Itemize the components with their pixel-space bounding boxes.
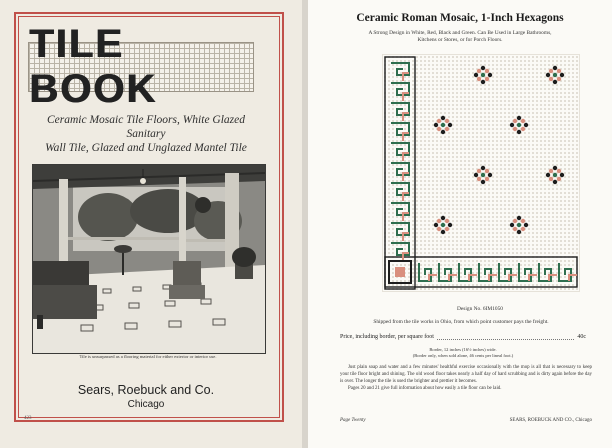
flower-petal — [524, 223, 528, 227]
design-number: Design No. 6IM1050 — [457, 306, 503, 312]
page-number: Page Twenty — [340, 418, 366, 423]
border-note-line-1: Border, 12 inches (16½ inches) wide. — [429, 347, 497, 352]
flower-petal-red — [521, 127, 525, 131]
flower-petal-red — [437, 219, 441, 223]
design-subtitle-line-2: Kitchens or Stores, or for Porch Floors. — [417, 37, 503, 43]
border-band-bottom-outline — [385, 257, 577, 287]
flower-petal — [546, 173, 550, 177]
flower-center — [553, 173, 557, 177]
flower-petal — [448, 123, 452, 127]
porch-photo — [32, 164, 266, 354]
flower-petal-red — [445, 219, 449, 223]
flower-center — [481, 173, 485, 177]
flower-petal — [553, 166, 557, 170]
flower-petal-red — [477, 69, 481, 73]
flower-petal — [553, 80, 557, 84]
mosaic-pattern — [383, 55, 579, 291]
catalog-design-page — [308, 0, 612, 448]
mosaic-floor-illustration — [382, 54, 580, 292]
flower-petal — [441, 230, 445, 234]
flower-petal — [546, 73, 550, 77]
porch-photo-illustration — [33, 165, 265, 353]
price-label: Price, including border, per square foot — [340, 334, 434, 340]
cover-subtitle — [28, 113, 264, 155]
flower-petal — [481, 80, 485, 84]
flower-petal-red — [445, 227, 449, 231]
cover-title: TILE BOOK — [29, 22, 157, 111]
flower-petal — [488, 173, 492, 177]
flower-petal-red — [437, 119, 441, 123]
flower-petal-red — [557, 177, 561, 181]
design-page-subtitle — [328, 30, 592, 44]
price-value: 40c — [577, 334, 586, 340]
flower-petal — [560, 173, 564, 177]
flower-petal-red — [521, 227, 525, 231]
flower-petal-red — [549, 69, 553, 73]
flower-petal-red — [513, 227, 517, 231]
price-row — [340, 334, 586, 342]
photo-caption: Tile is unsurpassed as a flooring material for either exterior or interior use. — [79, 354, 217, 359]
flower-petal — [481, 166, 485, 170]
catalog-cover-page — [0, 0, 302, 448]
flower-petal-red — [557, 69, 561, 73]
cover-subtitle-line-1: Ceramic Mosaic Tile Floors, White Glazed Sanitary — [46, 114, 246, 140]
corner-motif-center — [395, 267, 405, 277]
flower-petal-red — [477, 177, 481, 181]
flower-center — [481, 73, 485, 77]
flower-petal — [553, 180, 557, 184]
flower-center — [517, 123, 521, 127]
flower-petal — [441, 216, 445, 220]
flower-center — [553, 73, 557, 77]
flower-petal — [517, 230, 521, 234]
flower-petal — [441, 130, 445, 134]
flower-petal-red — [549, 177, 553, 181]
flower-petal — [553, 66, 557, 70]
page-footer: SEARS, ROEBUCK AND CO., Chicago — [509, 418, 592, 423]
flower-petal-red — [513, 219, 517, 223]
flower-center — [441, 223, 445, 227]
flower-center — [517, 223, 521, 227]
care-description — [340, 364, 592, 392]
flower-petal — [481, 66, 485, 70]
care-paragraph: Just plain soap and water and a few minutes' healthful exercise occasionally with the mop is all that is necessary to keep your tile floor bright and shining. The old wood floor takes nearly a half day of hard scrubbing and is dirty again before the day is over. The longer the tile is used the brighter and prettier it becomes. — [340, 365, 592, 384]
flower-petal-red — [557, 169, 561, 173]
cover-page-number: 423 — [24, 416, 32, 421]
flower-petal-red — [477, 169, 481, 173]
design-page-title: Ceramic Roman Mosaic, 1-Inch Hexagons — [356, 12, 564, 24]
flower-petal-red — [437, 127, 441, 131]
flower-petal-red — [485, 177, 489, 181]
flower-petal-red — [437, 227, 441, 231]
flower-petal — [517, 130, 521, 134]
flower-petal-red — [485, 69, 489, 73]
publisher-city: Chicago — [127, 399, 165, 410]
flower-petal — [481, 180, 485, 184]
flower-petal — [474, 173, 478, 177]
flower-center — [441, 123, 445, 127]
flower-petal — [510, 123, 514, 127]
title-tile-panel — [28, 22, 254, 111]
flower-petal-red — [445, 127, 449, 131]
flower-petal-red — [485, 169, 489, 173]
flower-petal — [524, 123, 528, 127]
flower-petal — [560, 73, 564, 77]
flower-petal-red — [549, 169, 553, 173]
flower-petal-red — [521, 219, 525, 223]
flower-petal — [510, 223, 514, 227]
shipping-note: Shipped from the tile works in Ohio, from which point customer pays the freight. — [373, 319, 549, 325]
flower-petal — [517, 216, 521, 220]
installation-reference: Pages 20 and 21 give full information about how easily a tile floor can be laid. — [348, 386, 502, 391]
flower-petal-red — [445, 119, 449, 123]
flower-petal — [434, 123, 438, 127]
flower-petal-red — [485, 77, 489, 81]
cover-subtitle-line-2: Wall Tile, Glazed and Unglazed Mantel Tile — [45, 142, 247, 154]
border-note — [348, 347, 578, 359]
flower-petal — [448, 223, 452, 227]
flower-petal-red — [521, 119, 525, 123]
publisher-name: Sears, Roebuck and Co. — [77, 383, 215, 397]
flower-petal — [434, 223, 438, 227]
flower-petal — [474, 73, 478, 77]
design-subtitle-line-1: A Strong Design in White, Red, Black and Green. Can Be Used in Large Bathrooms, — [368, 30, 552, 36]
flower-petal — [441, 116, 445, 120]
flower-petal-red — [557, 77, 561, 81]
flower-petal-red — [549, 77, 553, 81]
flower-petal-red — [513, 119, 517, 123]
border-note-line-2: (Border only, when sold alone, 46 cents per lineal foot.) — [412, 353, 514, 358]
flower-petal — [488, 73, 492, 77]
flower-petal — [517, 116, 521, 120]
flower-petal-red — [477, 77, 481, 81]
flower-petal-red — [513, 127, 517, 131]
